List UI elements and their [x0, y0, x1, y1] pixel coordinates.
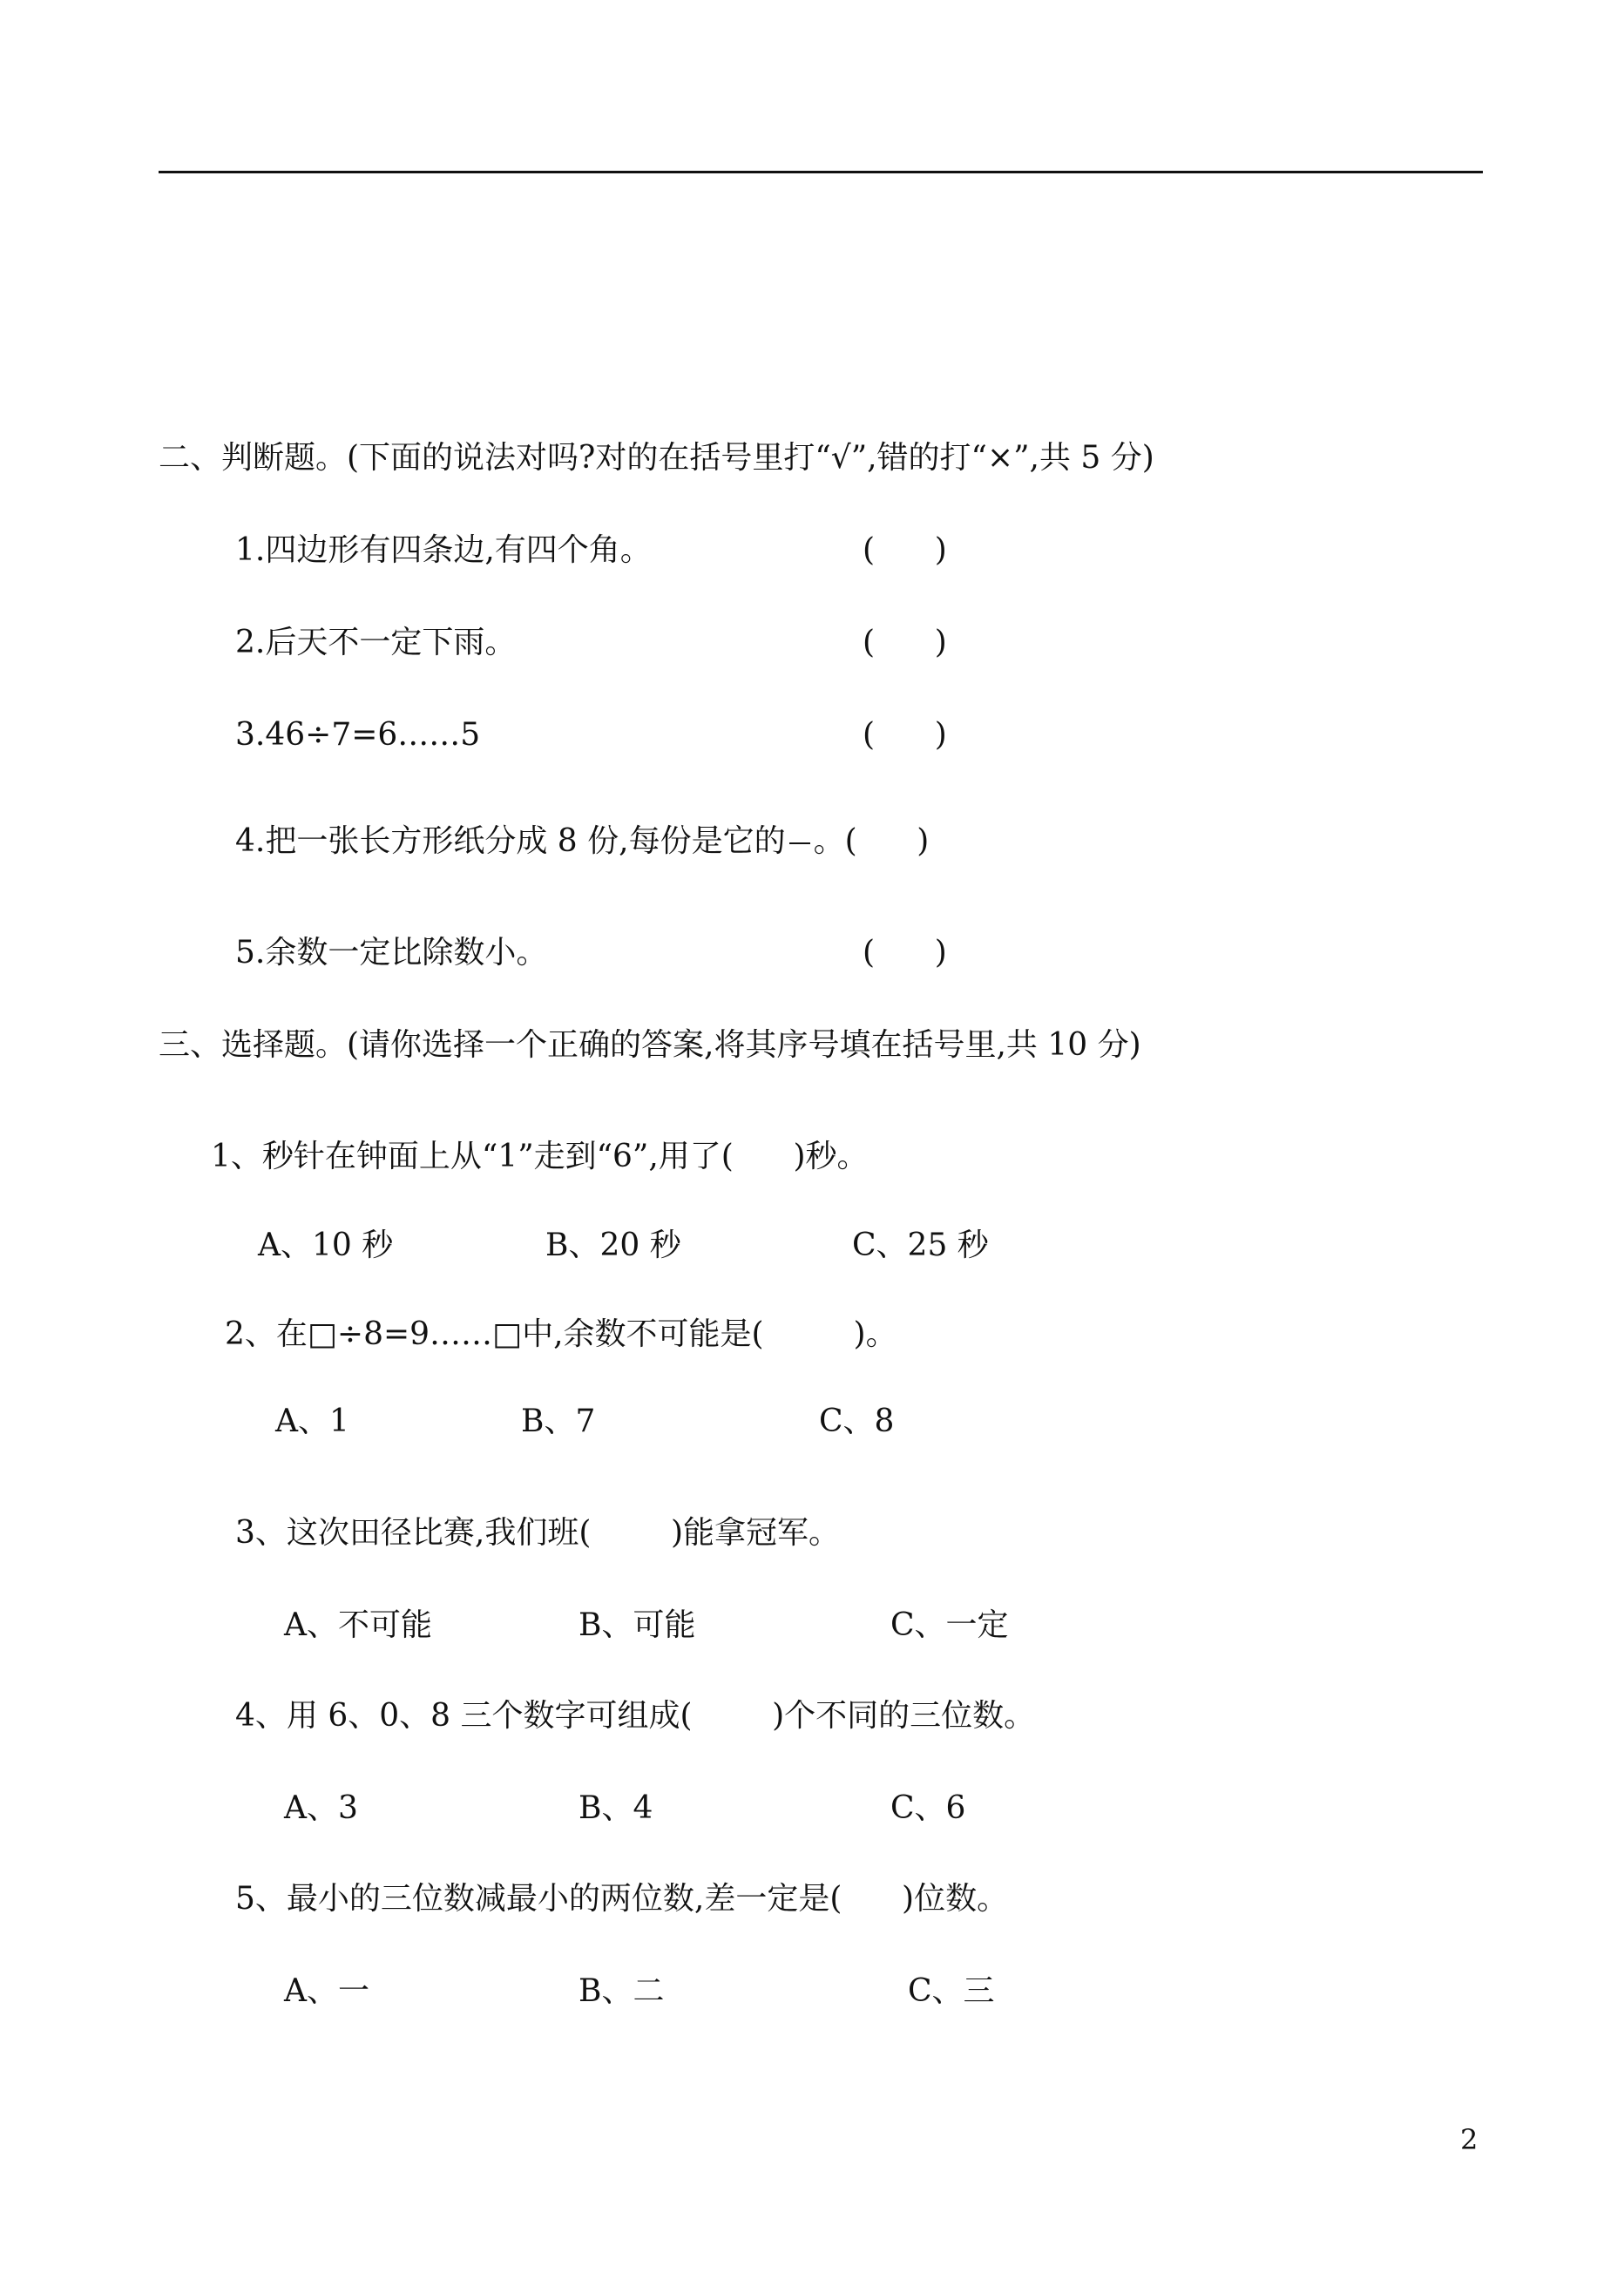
judge-blank-5[interactable]: ( ) — [863, 935, 947, 971]
judge-item-1: 1.四边形有四条边,有四个角。 — [235, 532, 652, 568]
choice-2-option-b[interactable]: B、7 — [521, 1404, 596, 1439]
choice-5-option-a[interactable]: A、一 — [284, 1973, 369, 2009]
judge-blank-3[interactable]: ( ) — [863, 717, 947, 753]
judge-item-5: 5.余数一定比除数小。 — [235, 935, 548, 971]
section3-title: 三、选择题。(请你选择一个正确的答案,将其序号填在括号里,共 10 分) — [159, 1027, 1141, 1063]
choice-4-option-a[interactable]: A、3 — [284, 1790, 358, 1826]
choice-4-option-c[interactable]: C、6 — [890, 1790, 966, 1826]
choice-question-5: 5、最小的三位数减最小的两位数,差一定是( )位数。 — [235, 1881, 1009, 1917]
choice-3-option-a[interactable]: A、不可能 — [284, 1607, 432, 1643]
judge-item-2: 2.后天不一定下雨。 — [235, 625, 517, 660]
choice-4-option-b[interactable]: B、4 — [579, 1790, 653, 1826]
choice-question-3: 3、这次田径比赛,我们班( )能拿冠军。 — [235, 1515, 840, 1551]
choice-question-1: 1、秒针在钟面上从“1”走到“6”,用了( )秒。 — [211, 1139, 869, 1174]
choice-1-option-c[interactable]: C、25 秒 — [852, 1228, 989, 1263]
choice-2-option-c[interactable]: C、8 — [819, 1404, 895, 1439]
choice-3-option-b[interactable]: B、可能 — [579, 1607, 696, 1643]
choice-3-option-c[interactable]: C、一定 — [890, 1607, 1009, 1643]
judge-item-3: 3.46÷7=6……5 — [235, 717, 481, 753]
judge-item-4-text: 4.把一张长方形纸分成 8 份,每份是它的 — [235, 823, 786, 859]
header-rule — [159, 171, 1483, 173]
choice-1-option-b[interactable]: B、20 秒 — [545, 1228, 681, 1263]
choice-1-option-a[interactable]: A、10 秒 — [258, 1228, 394, 1263]
fraction-bar-icon — [789, 842, 810, 844]
judge-blank-4[interactable]: 。( ) — [813, 823, 930, 859]
judge-item-4 — [235, 822, 929, 861]
choice-question-2: 2、在□÷8=9……□中,余数不可能是( )。 — [225, 1316, 897, 1352]
judge-blank-2[interactable]: ( ) — [863, 625, 947, 660]
page-number: 2 — [1460, 2123, 1479, 2156]
choice-5-option-b[interactable]: B、二 — [579, 1973, 665, 2009]
section2-title: 二、判断题。(下面的说法对吗?对的在括号里打“√”,错的打“×”,共 5 分) — [159, 440, 1154, 476]
choice-question-4: 4、用 6、0、8 三个数字可组成( )个不同的三位数。 — [235, 1698, 1036, 1734]
judge-blank-1[interactable]: ( ) — [863, 532, 947, 568]
choice-2-option-a[interactable]: A、1 — [275, 1404, 349, 1439]
choice-5-option-c[interactable]: C、三 — [908, 1973, 995, 2009]
